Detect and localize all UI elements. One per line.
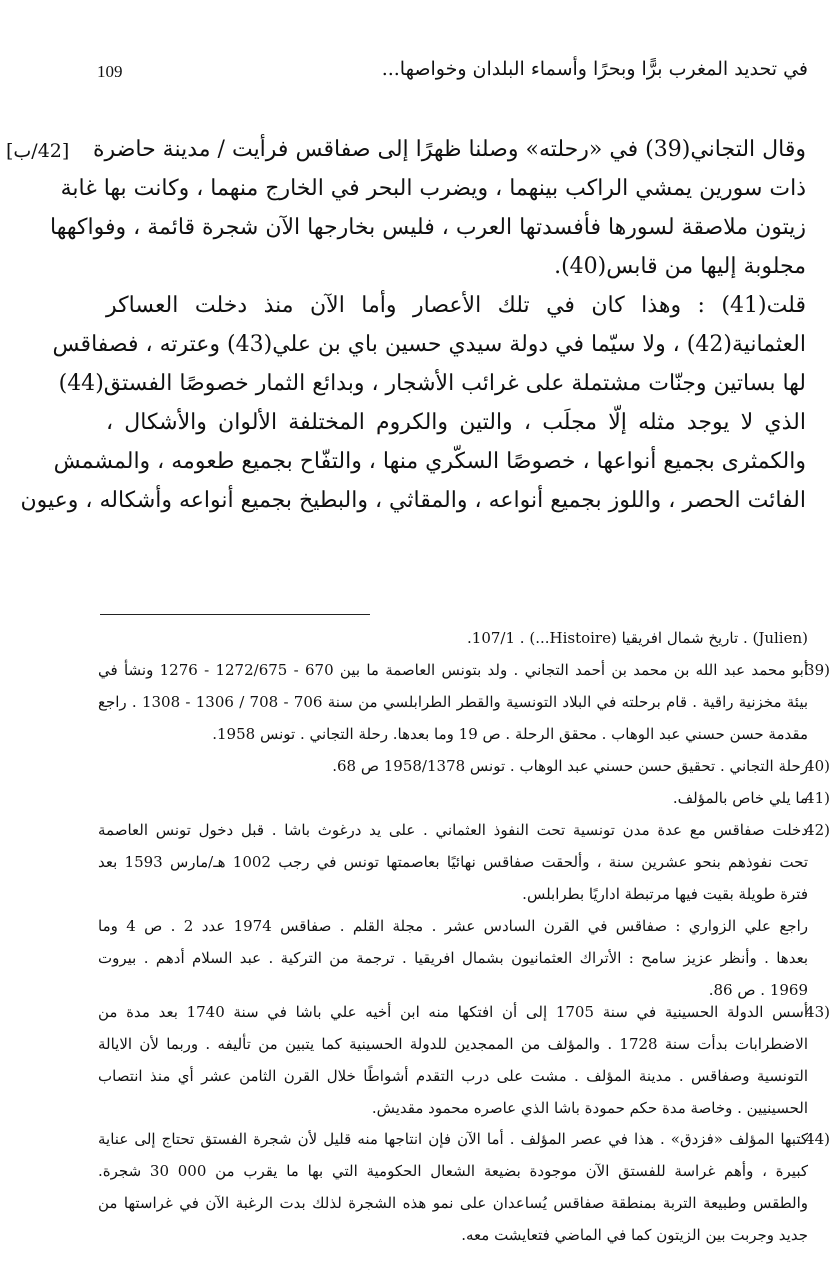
running-header: في تحديد المغرب برًّا وبحرًا وأسماء البلدان وخواصها...: [381, 58, 808, 80]
text-line: والكمثرى بجميع أنواعها ، خصوصًا السكّري منها ، والتفّاح بجميع طعومه ، والمشمش: [53, 449, 806, 474]
text-line: العثمانية(42) ، ولا سيّما في دولة سيدي حسين باي بن علي(43) وعترته ، فصفاقس: [52, 332, 806, 357]
footnote-number: 42): [805, 821, 830, 839]
footnote-line: تحت نفوذهم بنحو عشرين سنة ، وألحقت صفاقس نهائيًا بعاصمتها تونس في رجب 1002 هـ/مارس 1593 بعد: [98, 853, 808, 871]
footnote-42: [98, 814, 830, 1006]
footnote-line: رحلة التجاني . تحقيق حسن حسني عبد الوهاب . تونس 1958/1378 ص 68.: [332, 757, 808, 775]
footnote-line: ما يلي خاص بالمؤلف.: [672, 789, 808, 807]
text-line: مجلوبة إليها من قابس(40).: [554, 254, 806, 279]
text-line: وقال التجاني(39) في «رحلته» وصلنا ظهرًا إلى صفاقس فرأيت / مدينة حاضرة: [93, 137, 806, 162]
footnote-separator: [100, 614, 370, 615]
footnote-number: 40): [805, 757, 830, 775]
footnote-41: [98, 782, 830, 814]
footnote-number: 44): [805, 1130, 830, 1148]
footnote-line: بيئة مخزنية راقية . قام برحلته في البلاد التونسية والقطر الطرابلسي من سنة 706 - 708 / 1306 - 1308 . راجع: [98, 693, 809, 711]
text-line: الذي لا يوجد مثله إلّا مجلَب ، والتين والكروم المختلفة الألوان والأشكال ،: [106, 410, 806, 435]
footnote-number: 39): [805, 661, 830, 679]
footnote-line: أسس الدولة الحسينية في سنة 1705 إلى أن افتكها منه ابن أخيه علي باشا في سنة 1740 بعد مدة من: [98, 1003, 808, 1021]
footnote-line: دخلت صفاقس مع عدة مدن تونسية تحت النفوذ العثماني . على يد درغوث باشا . قبل دخول تونس العاصمة: [98, 821, 808, 839]
footnote-43: [98, 996, 830, 1124]
footnote-line: فترة طويلة بقيت فيها مرتبطة اداريًا بطرابلس.: [522, 885, 808, 903]
footnote-line: 1969 . ص 86.: [708, 981, 808, 999]
text-line: قلت(41) : وهذا كان في تلك الأعصار وأما الآن منذ دخلت العساكر: [106, 293, 806, 318]
manuscript-folio-marker: [42/ب]: [6, 140, 70, 162]
footnote-line: التونسية وصفاقس . مدينة المؤلف . مشت على درب التقدم أشواطًا خلال القرن الثامن عشر أي منذ انتصاب: [98, 1067, 808, 1085]
text-line: لها بساتين وجنّات مشتملة على غرائب الأشجار ، وبدائع الثمار خصوصًا الفستق(44): [58, 371, 806, 396]
footnote-line: جديد وجربت بين الزيتون كما في الماضي فتعايشت معه.: [461, 1226, 808, 1244]
footnote-line: بعدها . وأنظر عزيز سامح : الأتراك العثمانيون بشمال افريقيا . ترجمة من التركية . عبد السلام أدهم . بيروت: [98, 949, 808, 967]
footnote-line: مقدمة حسن حسني عبد الوهاب . محقق الرحلة . ص 19 وما بعدها. رحلة التجاني . تونس 1958.: [212, 725, 808, 743]
footnote-line: راجع علي الزواري : صفاقس في القرن السادس عشر . مجلة القلم . صفاقس 1974 عدد 2 . ص 4 وما: [98, 917, 808, 935]
page-number: 109: [97, 62, 123, 81]
footnote-number: 41): [805, 789, 830, 807]
footnote-line: الحسينيين . وخاصة مدة حكم حمودة باشا الذي عاصره محمود مقديش.: [371, 1099, 808, 1117]
text-line: زيتون ملاصقة لسورها فأفسدتها العرب ، فليس بخارجها الآن شجرة قائمة ، وفواكهها: [50, 215, 806, 240]
text-line: ذات سورين يمشي الراكب بينهما ، ويضرب البحر في الخارج منهما ، وكانت بها غابة: [60, 176, 806, 201]
footnote-line: أبو محمد عبد الله بن محمد بن أحمد التجاني . ولد بتونس العاصمة ما بين 670 - 1272/675 - 1276 ونشأ في: [98, 661, 808, 679]
footnote-continuation: [98, 622, 808, 654]
footnote-line: (Julien) . تاريخ شمال افريقيا (Histoire...) . 107/1.: [467, 629, 808, 647]
footnote-39: [98, 654, 830, 750]
text-line: الفائت الحصر ، واللوز بجميع أنواعه ، والمقاثي ، والبطيخ بجميع أنواعه وأشكاله ، وعيون: [20, 488, 806, 513]
footnote-line: كتبها المؤلف «فزدق» . هذا في عصر المؤلف . أما الآن فإن انتاجها منه قليل لأن شجرة الفستق تحتاج إلى عناية: [98, 1130, 808, 1148]
footnote-40: [98, 750, 830, 782]
footnote-line: الاضطرابات بدأت سنة 1728 . والمؤلف من الممجدين للدولة الحسينية كما يتبين من تأليفه . وربما لأن الايالة: [98, 1035, 808, 1053]
footnote-44: [98, 1123, 830, 1251]
footnote-number: 43): [805, 1003, 830, 1021]
footnote-line: كبيرة ، وأهم غراسة للفستق الآن موجودة بضيعة الشعال الحكومية التي بها ما يقرب من 000 30 شجرة.: [98, 1162, 808, 1180]
footnote-line: والطقس وطبيعة التربة بمنطقة صفاقس يُساعدان على نمو هذه الشجرة لذلك بدت الرغبة الآن في غراستها من: [98, 1194, 808, 1212]
